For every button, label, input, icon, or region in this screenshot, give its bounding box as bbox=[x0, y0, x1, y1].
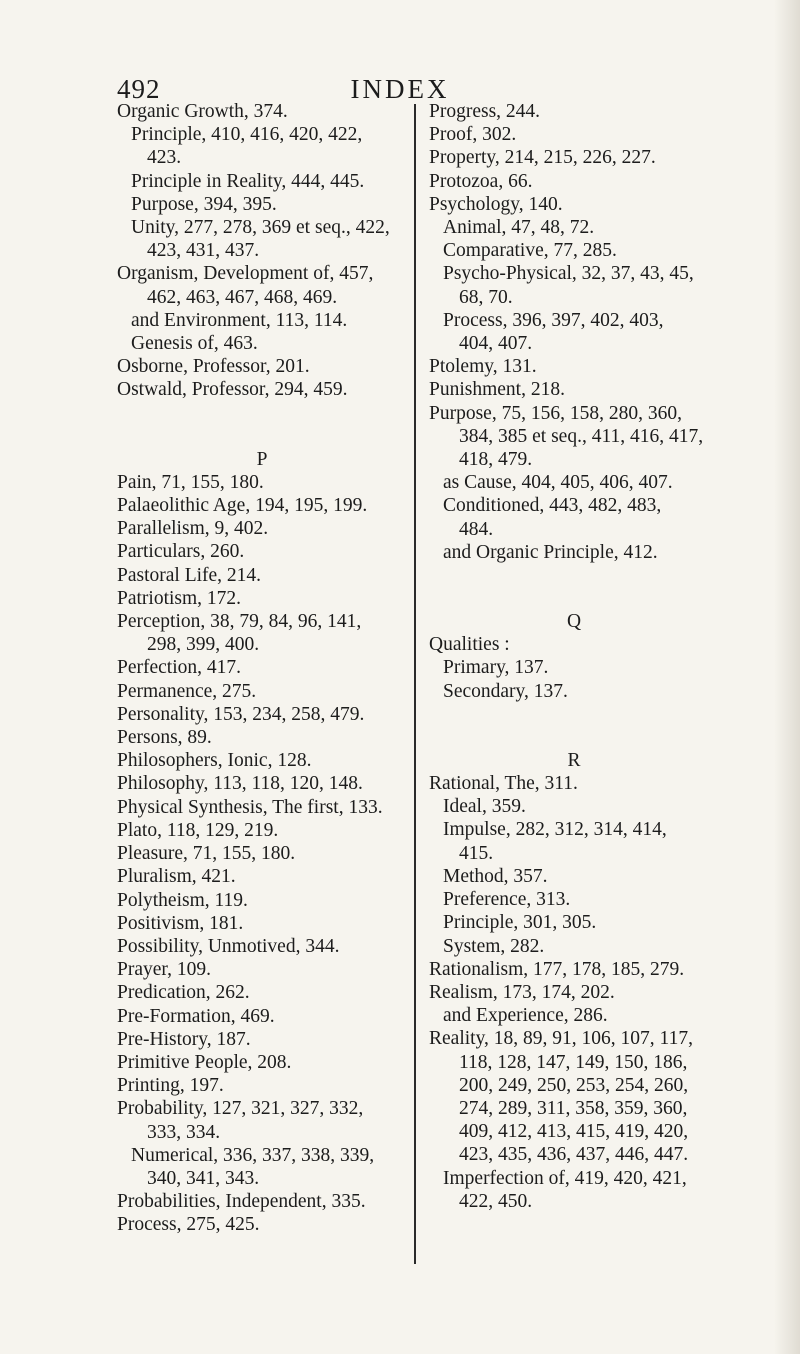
index-subentry: Imperfection of, 419, 420, 421, bbox=[443, 1167, 687, 1189]
section-gap bbox=[429, 703, 719, 749]
index-subentry: Method, 357. bbox=[443, 865, 548, 887]
page-edge-shadow bbox=[774, 0, 800, 1354]
index-entry: Permanence, 275. bbox=[117, 680, 257, 702]
index-entry: Pain, 71, 155, 180. bbox=[117, 471, 264, 493]
index-entry-continuation: 409, 412, 413, 415, 419, 420, bbox=[459, 1121, 689, 1143]
index-entry: Organic Growth, 374. bbox=[117, 101, 288, 122]
index-entry: Predication, 262. bbox=[117, 982, 250, 1004]
index-entry-continuation: 274, 289, 311, 358, 359, 360, bbox=[459, 1097, 688, 1119]
index-entry-continuation: 118, 128, 147, 149, 150, 186, bbox=[459, 1051, 688, 1073]
index-subentry: Secondary, 137. bbox=[443, 680, 568, 702]
index-subentry: Animal, 47, 48, 72. bbox=[443, 217, 595, 239]
index-subentry: and Experience, 286. bbox=[443, 1005, 608, 1027]
index-entry-continuation: 340, 341, 343. bbox=[147, 1167, 260, 1189]
index-entry: Process, 275, 425. bbox=[117, 1214, 260, 1236]
index-entry: Personality, 153, 234, 258, 479. bbox=[117, 703, 365, 725]
index-entry: Proof, 302. bbox=[429, 124, 517, 146]
index-entry: Plato, 118, 129, 219. bbox=[117, 819, 279, 841]
index-entry: Printing, 197. bbox=[117, 1075, 224, 1097]
index-subentry: Process, 396, 397, 402, 403, bbox=[443, 309, 664, 331]
index-entry-continuation: 423. bbox=[147, 147, 182, 169]
index-entry-continuation: 422, 450. bbox=[459, 1190, 533, 1212]
index-subentry: Ideal, 359. bbox=[443, 796, 526, 818]
index-entry: Perception, 38, 79, 84, 96, 141, bbox=[117, 611, 362, 633]
index-entry: Prayer, 109. bbox=[117, 959, 211, 981]
index-subentry: Comparative, 77, 285. bbox=[443, 240, 617, 262]
section-letter: Q bbox=[566, 611, 582, 633]
index-entry: Rationalism, 177, 178, 185, 279. bbox=[429, 958, 685, 980]
index-entry: Pre-Formation, 469. bbox=[117, 1005, 275, 1027]
index-subentry: System, 282. bbox=[443, 935, 545, 957]
index-entry-continuation: 418, 479. bbox=[459, 449, 533, 471]
index-entry: Reality, 18, 89, 91, 106, 107, 117, bbox=[429, 1028, 693, 1050]
index-column-left bbox=[117, 100, 407, 1237]
section-gap bbox=[429, 564, 719, 610]
index-entry: Rational, The, 311. bbox=[429, 773, 578, 795]
index-entry: Probability, 127, 321, 327, 332, bbox=[117, 1098, 364, 1120]
index-subentry: Unity, 277, 278, 369 et seq., 422, bbox=[131, 217, 390, 239]
index-subentry: Principle, 410, 416, 420, 422, bbox=[131, 124, 363, 146]
index-entry: Property, 214, 215, 226, 227. bbox=[429, 147, 656, 169]
page-number: 492 bbox=[117, 74, 161, 104]
index-entry: Physical Synthesis, The first, 133. bbox=[117, 796, 383, 818]
index-entry-continuation: 484. bbox=[459, 518, 494, 540]
index-entry: Polytheism, 119. bbox=[117, 889, 248, 911]
index-entry: Progress, 244. bbox=[429, 101, 541, 122]
index-entry-continuation: 423, 435, 436, 437, 446, 447. bbox=[459, 1144, 689, 1166]
index-subentry: Principle in Reality, 444, 445. bbox=[131, 170, 365, 192]
index-entry: Primitive People, 208. bbox=[117, 1051, 292, 1073]
index-entry: Osborne, Professor, 201. bbox=[117, 356, 310, 378]
index-entry: Probabilities, Independent, 335. bbox=[117, 1191, 366, 1213]
index-entry: Palaeolithic Age, 194, 195, 199. bbox=[117, 495, 368, 517]
index-entry: Particulars, 260. bbox=[117, 541, 245, 563]
column-divider bbox=[414, 104, 416, 1264]
index-entry: Qualities : bbox=[429, 634, 510, 656]
index-entry-continuation: 68, 70. bbox=[459, 286, 513, 308]
index-entry: Psychology, 140. bbox=[429, 193, 563, 215]
index-entry: Patriotism, 172. bbox=[117, 587, 242, 609]
index-subentry: Primary, 137. bbox=[443, 657, 549, 679]
index-subentry: Principle, 301, 305. bbox=[443, 912, 597, 934]
index-entry: Realism, 173, 174, 202. bbox=[429, 981, 615, 1003]
index-entry-continuation: 423, 431, 437. bbox=[147, 240, 260, 262]
section-gap bbox=[117, 402, 407, 448]
index-entry-continuation: 200, 249, 250, 253, 254, 260, bbox=[459, 1074, 689, 1096]
running-title: INDEX bbox=[350, 74, 450, 104]
index-entry: Pastoral Life, 214. bbox=[117, 564, 262, 586]
index-subentry: Purpose, 394, 395. bbox=[131, 193, 277, 215]
index-entry-continuation: 462, 463, 467, 468, 469. bbox=[147, 286, 338, 308]
index-entry-continuation: 384, 385 et seq., 411, 416, 417, bbox=[459, 425, 704, 447]
section-letter: P bbox=[256, 448, 268, 470]
index-entry: Organism, Development of, 457, bbox=[117, 263, 374, 285]
index-entry: Pluralism, 421. bbox=[117, 866, 236, 888]
index-entry-continuation: 415. bbox=[459, 842, 494, 864]
index-entry-continuation: 404, 407. bbox=[459, 333, 533, 355]
index-subentry: Conditioned, 443, 482, 483, bbox=[443, 495, 662, 517]
index-subentry: Numerical, 336, 337, 338, 339, bbox=[131, 1144, 375, 1166]
index-entry: Pre-History, 187. bbox=[117, 1028, 251, 1050]
index-subentry: Psycho-Physical, 32, 37, 43, 45, bbox=[443, 263, 694, 285]
section-letter: R bbox=[567, 749, 581, 771]
index-column-right bbox=[429, 100, 719, 1213]
index-entry-continuation: 333, 334. bbox=[147, 1121, 221, 1143]
index-subentry: Genesis of, 463. bbox=[131, 333, 258, 355]
index-entry: Perfection, 417. bbox=[117, 657, 242, 679]
index-subentry: Preference, 313. bbox=[443, 889, 571, 911]
index-entry: Pleasure, 71, 155, 180. bbox=[117, 843, 296, 865]
index-subentry: and Environment, 113, 114. bbox=[131, 309, 348, 331]
index-entry: Ptolemy, 131. bbox=[429, 356, 537, 378]
index-entry: Punishment, 218. bbox=[429, 379, 565, 401]
index-entry: Protozoa, 66. bbox=[429, 170, 533, 192]
index-entry: Positivism, 181. bbox=[117, 912, 244, 934]
index-entry: Philosophy, 113, 118, 120, 148. bbox=[117, 773, 363, 795]
index-entry-continuation: 298, 399, 400. bbox=[147, 634, 260, 656]
index-entry: Ostwald, Professor, 294, 459. bbox=[117, 379, 348, 401]
index-entry: Possibility, Unmotived, 344. bbox=[117, 935, 340, 957]
index-subentry: Impulse, 282, 312, 314, 414, bbox=[443, 819, 667, 841]
index-entry: Persons, 89. bbox=[117, 727, 212, 749]
index-entry: Philosophers, Ionic, 128. bbox=[117, 750, 312, 772]
index-subentry: and Organic Principle, 412. bbox=[443, 541, 658, 563]
index-entry: Purpose, 75, 156, 158, 280, 360, bbox=[429, 402, 682, 424]
index-entry: Parallelism, 9, 402. bbox=[117, 518, 269, 540]
index-subentry: as Cause, 404, 405, 406, 407. bbox=[443, 472, 673, 494]
